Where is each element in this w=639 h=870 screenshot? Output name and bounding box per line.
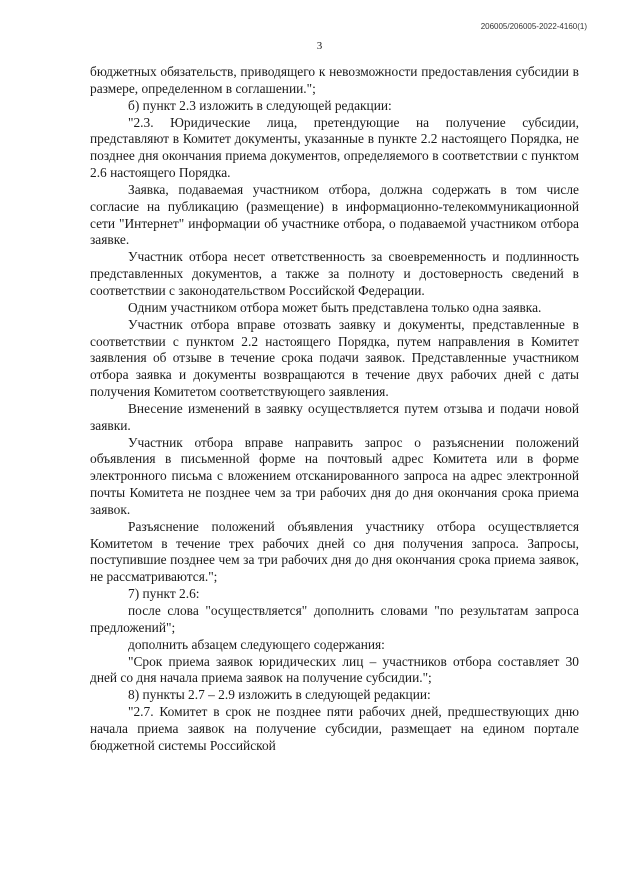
paragraph-14: "Срок приема заявок юридических лиц – участников отбора составляет 30 дней со дня начала приема заявок на получение субсидии.";: [90, 653, 579, 686]
paragraph-11: 7) пункт 2.6:: [128, 586, 200, 602]
document-id: 206005/206005-2022-4160(1): [480, 22, 587, 31]
paragraph-15: 8) пункты 2.7 – 2.9 изложить в следующей редакции:: [128, 687, 431, 703]
paragraph-7: Участник отбора вправе отозвать заявку и документы, представленные в соответствии с пунктом 2.2 настоящего Порядка, путем направления в Комитет заявления об отзыве в течение срока подачи заявок. Представленные участником отбора заявка и документы возвращаются в течение двух рабочих дней с даты получения Комитетом соответствующего заявления.: [90, 316, 579, 400]
paragraph-4: Заявка, подаваемая участником отбора, должна содержать в том числе согласие на публикацию (размещение) в информационно-телекоммуникационной сети "Интернет" информации об участнике отбора, о подаваемой участником отбора заявке.: [90, 181, 579, 248]
paragraph-2: б) пункт 2.3 изложить в следующей редакции:: [128, 97, 392, 113]
page-number: 3: [316, 40, 323, 52]
paragraph-16: "2.7. Комитет в срок не позднее пяти рабочих дней, предшествующих дню начала приема заявок на получение субсидии, размещает на едином портале бюджетной системы Российской: [90, 704, 579, 753]
paragraph-13: дополнить абзацем следующего содержания:: [128, 636, 385, 652]
paragraph-5: Участник отбора несет ответственность за своевременность и подлинность представленных документов, а также за полноту и достоверность сведений в соответствии с законодательством Российской Федерации.: [90, 249, 579, 298]
paragraph-8: Внесение изменений в заявку осуществляется путем отзыва и подачи новой заявки.: [90, 400, 579, 433]
paragraph-9: Участник отбора вправе направить запрос о разъяснении положений объявления в письменной форме на почтовый адрес Комитета или в форме электронного письма с вложением отсканированного запроса на адрес электронной почты Комитета не позднее чем за три рабочих дня до дня окончания срока приема заявок.: [90, 434, 579, 517]
paragraph-12: после слова "осуществляется" дополнить словами "по результатам запроса предложений";: [90, 603, 579, 635]
paragraph-6: Одним участником отбора может быть представлена только одна заявка.: [128, 299, 542, 315]
paragraph-1: бюджетных обязательств, приводящего к невозможности предоставления субсидии в размере, определенном в соглашении.";: [90, 64, 579, 96]
paragraph-10: Разъяснение положений объявления участнику отбора осуществляется Комитетом в течение трех рабочих дней со дня получения запроса. Запросы, поступившие позднее чем за три рабочих дня до дня окончания срока приема заявок, не рассматриваются.";: [90, 518, 579, 585]
document-body: [90, 64, 579, 755]
paragraph-3: "2.3. Юридические лица, претендующие на получение субсидии, представляют в Комитет документы, указанные в пункте 2.2 настоящего Порядка, не позднее дня окончания приема документов, определяемого в соответствии с пунктом 2.6 настоящего Порядка.: [90, 114, 579, 181]
